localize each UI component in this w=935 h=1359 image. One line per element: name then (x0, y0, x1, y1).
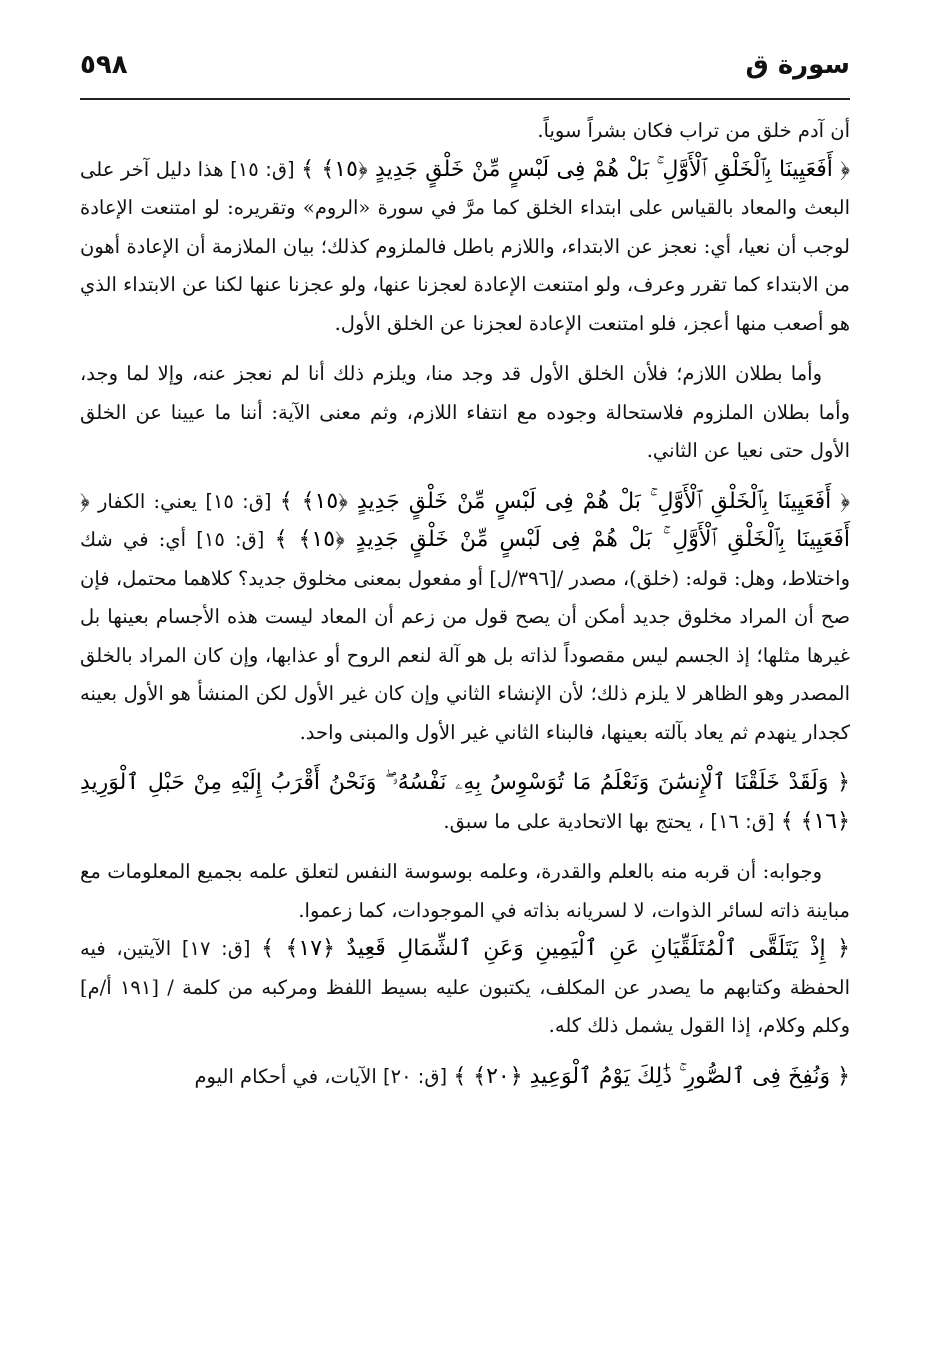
paragraph-text: الآيات، في أحكام اليوم (194, 1064, 377, 1088)
paragraph (80, 151, 850, 344)
paragraph-text: أن آدم خلق من تراب فكان بشراً سوياً. (537, 119, 850, 142)
page-number: ٥٩٨ (80, 50, 128, 80)
paragraph-text: يعني: الكفار (97, 489, 198, 513)
quran-verse: ﴿ أَفَعَيِينَا بِٱلْخَلْقِ ٱلْأَوَّلِ ۚ بَلْ هُمْ فِى لَبْسٍ مِّنْ خَلْقٍ جَدِيدٍ ﴿١٥﴾ ﴾ (279, 488, 851, 514)
verse-reference: [ق: ١٥] (230, 157, 295, 181)
paragraph-text: وجوابه: أن قربه منه بالعلم والقدرة، وعلمه بوسوسة النفس لتعلق علمه بجميع المعلومات مع مباينة ذاته لسائر الذوات، لا لسريانه بذاته في الموجودات، كما زعموا. (80, 860, 850, 922)
paragraph-text: ، يحتج بها الاتحادية على ما سبق. (443, 809, 705, 833)
paragraph (80, 112, 850, 151)
paragraph-text: وأما بطلان اللازم؛ فلأن الخلق الأول قد وجد منا، ويلزم ذلك أنا لم نعجز عنه، وإلا لما وجد، وأما بطلان الملزوم فلاستحالة وجوده مع انتفاء اللازم، وثم معنى الآية: أننا ما عيينا عن الخلق الأول حتى نعيا عن الثاني. (80, 362, 850, 462)
quran-verse: ﴿ إِذْ يَتَلَقَّى ٱلْمُتَلَقِّيَانِ عَنِ ٱلْيَمِينِ وَعَنِ ٱلشِّمَالِ قَعِيدٌ ﴿١٧﴾ ﴾ (261, 936, 851, 961)
verse-reference: [ق: ١٥] (205, 489, 272, 513)
page-header (80, 48, 850, 100)
paragraph (80, 1058, 850, 1097)
paragraph (80, 853, 850, 930)
paragraph (80, 764, 850, 841)
quran-verse: ﴿ أَفَعَيِينَا بِٱلْخَلْقِ ٱلْأَوَّلِ ۚ بَلْ هُمْ فِى لَبْسٍ مِّنْ خَلْقٍ جَدِيدٍ ﴿١٥﴾ ﴾ (80, 488, 850, 552)
verse-reference: [ق: ٢٠] (383, 1064, 448, 1088)
paragraph-text: أي: في شك واختلاط، وهل: قوله: (خلق)، مصدر /[٣٩٦/ل] أو مفعول بمعنى مخلوق جديد؟ كلاهما محتمل، فإن صح أن المراد مخلوق جديد أمكن أن يصح قول من زعم أن المعاد ليست هذه الأجسام بعينها بل غيرها مثلها؛ إذ الجسم ليس مقصوداً لذاته بل هو آلة لنعم الروح أو عذابها، وإن كان المراد بالخلق المصدر وهو الظاهر لا يلزم ذلك؛ لأن الإنشاء الثاني وإن كان غير الأول لكن المنشأ هو الأول بعينه كجدار ينهدم ثم يعاد بآلته بعينها، فالبناء الثاني غير الأول والمبنى واحد. (80, 528, 851, 744)
paragraph (80, 930, 850, 1046)
paragraph-text: الآيتين، فيه الحفظة وكتابهم ما يصدر عن المكلف، يكتبون عليه بسيط اللفظ ومركبه من كلمة / [١٩١ أ/م] وكلم وكلام، إذا القول يشمل ذلك كله. (80, 937, 850, 1037)
surah-title: سورة ق (745, 50, 850, 80)
quran-verse: ﴿ وَنُفِخَ فِى ٱلصُّورِ ۚ ذَٰلِكَ يَوْمُ ٱلْوَعِيدِ ﴿٢٠﴾ ﴾ (453, 1063, 850, 1089)
paragraph-text: هذا دليل آخر على البعث والمعاد بالقياس على ابتداء الخلق كما مرَّ في سورة «الروم» وتقريره: لو امتنعت الإعادة لوجب أن نعيا، أي: نعجز عن الابتداء، واللازم باطل فالملزوم كذلك؛ بيان الملازمة أن الإعادة أهون من الابتداء كما تقرر وعرف، ولو امتنعت الإعادة لعجزنا عنها، ولو عجزنا عنها لكنا عن الابتداء الذي هو أصعب منها أعجز، فلو امتنعت الإعادة لعجزنا عن الخلق الأول. (80, 157, 850, 335)
paragraph (80, 355, 850, 471)
verse-reference: [ق: ١٦] (710, 809, 775, 833)
quran-verse: ﴿ أَفَعَيِينَا بِٱلْخَلْقِ ٱلْأَوَّلِ ۚ بَلْ هُمْ فِى لَبْسٍ مِّنْ خَلْقٍ جَدِيدٍ ﴿١٥﴾ ﴾ (301, 156, 850, 182)
paragraph (80, 483, 850, 753)
quran-verse: ﴿ وَلَقَدْ خَلَقْنَا ٱلْإِنسَٰنَ وَنَعْلَمُ مَا تُوَسْوِسُ بِهِۦ نَفْسُهُۥ ۖ وَنَحْنُ أَقْرَبُ إِلَيْهِ مِنْ حَبْلِ ٱلْوَرِيدِ ﴿١٦﴾ ﴾ (80, 770, 850, 834)
verse-reference: [ق: ١٧] (181, 937, 251, 960)
page-body (80, 112, 850, 1096)
verse-reference: [ق: ١٥] (196, 528, 265, 551)
